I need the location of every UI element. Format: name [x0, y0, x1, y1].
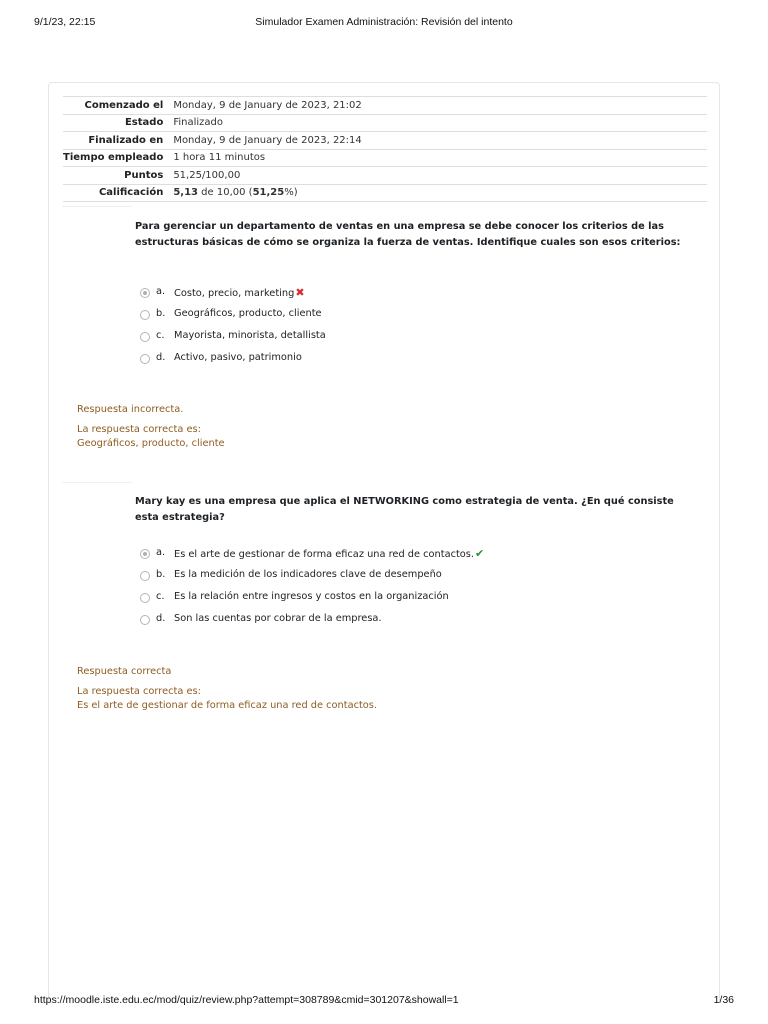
summary-label: Calificación [98, 187, 164, 199]
answer-text: Activo, pasivo, patrimonio [174, 352, 302, 363]
answer-option-c[interactable] [140, 591, 700, 613]
print-datetime: 9/1/23, 22:15 [34, 16, 96, 28]
summary-value: 51,25/100,00 [173, 169, 241, 181]
answer-option-c[interactable] [140, 330, 700, 352]
summary-row [63, 167, 707, 185]
summary-value: 1 hora 11 minutos [173, 152, 266, 164]
radio-button[interactable] [140, 354, 150, 364]
question-2-text: Mary kay es una empresa que aplica el NETWORKING como estrategia de venta. ¿En qué consiste esta estrategia? [135, 496, 674, 523]
answer-letter: b. [156, 308, 166, 319]
answer-option-d[interactable] [140, 613, 700, 635]
summary-row [63, 132, 707, 150]
answer-text: Geográficos, producto, cliente [174, 308, 322, 319]
answer-option-a[interactable] [140, 286, 700, 308]
summary-row [63, 114, 707, 132]
radio-button[interactable] [140, 310, 150, 320]
summary-row [63, 149, 707, 167]
radio-button[interactable] [140, 593, 150, 603]
feedback-intro: La respuesta correcta es: [77, 424, 201, 435]
answer-option-a[interactable] [140, 547, 700, 569]
feedback-correct-answer: Geográficos, producto, cliente [77, 438, 225, 449]
answer-text: Es la relación entre ingresos y costos en la organización [174, 591, 449, 602]
feedback-status: Respuesta incorrecta. [77, 404, 184, 415]
summary-value-grade [173, 184, 707, 202]
radio-button[interactable] [140, 615, 150, 625]
summary-label: Finalizado en [88, 134, 164, 146]
question-2-answers [140, 547, 700, 635]
summary-label: Estado [124, 117, 164, 129]
grade-suffix: %) [284, 187, 298, 199]
answer-text: Es la medición de los indicadores clave de desempeño [174, 569, 442, 580]
grade-score: 5,13 [173, 187, 198, 199]
question-1-marker [62, 206, 132, 213]
question-2-marker [62, 482, 132, 489]
radio-button-selected[interactable] [140, 288, 150, 298]
print-footer [34, 994, 734, 1008]
question-1-text: Para gerenciar un departamento de ventas en una empresa se debe conocer los criterios de las estructuras básicas de cómo se organiza la fuerza de ventas. Identifique cuales son esos criterios: [135, 221, 681, 248]
summary-value: Finalizado [173, 117, 223, 129]
print-header [34, 16, 734, 30]
summary-label: Comenzado el [84, 99, 164, 111]
summary-label: Tiempo empleado [63, 152, 164, 164]
answer-letter: d. [156, 613, 166, 624]
summary-row [63, 97, 707, 115]
feedback-intro: La respuesta correcta es: [77, 686, 201, 697]
check-icon: ✔ [475, 547, 485, 560]
summary-label: Puntos [124, 169, 164, 181]
radio-button-selected[interactable] [140, 549, 150, 559]
answer-letter: d. [156, 352, 166, 363]
radio-button[interactable] [140, 571, 150, 581]
answer-option-b[interactable] [140, 569, 700, 591]
question-1-feedback [77, 403, 677, 451]
answer-option-d[interactable] [140, 352, 700, 374]
grade-percent: 51,25 [252, 187, 285, 199]
feedback-correct-answer: Es el arte de gestionar de forma eficaz una red de contactos. [77, 700, 378, 711]
answer-letter: a. [156, 547, 166, 558]
feedback-status: Respuesta correcta [77, 666, 172, 677]
summary-row [63, 184, 707, 202]
answer-letter: c. [156, 330, 165, 341]
answer-text: Es el arte de gestionar de forma eficaz una red de contactos. [174, 549, 475, 560]
attempt-summary-table [63, 96, 707, 202]
question-1-answers [140, 286, 700, 374]
answer-letter: b. [156, 569, 166, 580]
answer-letter: a. [156, 286, 166, 297]
summary-value: Monday, 9 de January de 2023, 21:02 [173, 99, 362, 111]
summary-value: Monday, 9 de January de 2023, 22:14 [173, 134, 362, 146]
print-page-number: 1/36 [713, 994, 734, 1006]
answer-option-b[interactable] [140, 308, 700, 330]
answer-letter: c. [156, 591, 165, 602]
answer-text: Costo, precio, marketing [174, 288, 295, 299]
answer-text: Mayorista, minorista, detallista [174, 330, 326, 341]
radio-button[interactable] [140, 332, 150, 342]
grade-out-of: de 10,00 ( [198, 187, 253, 199]
print-page-url: https://moodle.iste.edu.ec/mod/quiz/review.php?attempt=308789&cmid=301207&showall=1 [34, 994, 459, 1006]
question-2-feedback [77, 665, 677, 713]
print-page-title: Simulador Examen Administración: Revisión del intento [255, 16, 513, 28]
answer-text: Son las cuentas por cobrar de la empresa. [174, 613, 382, 624]
cross-icon: ✖ [295, 286, 305, 299]
